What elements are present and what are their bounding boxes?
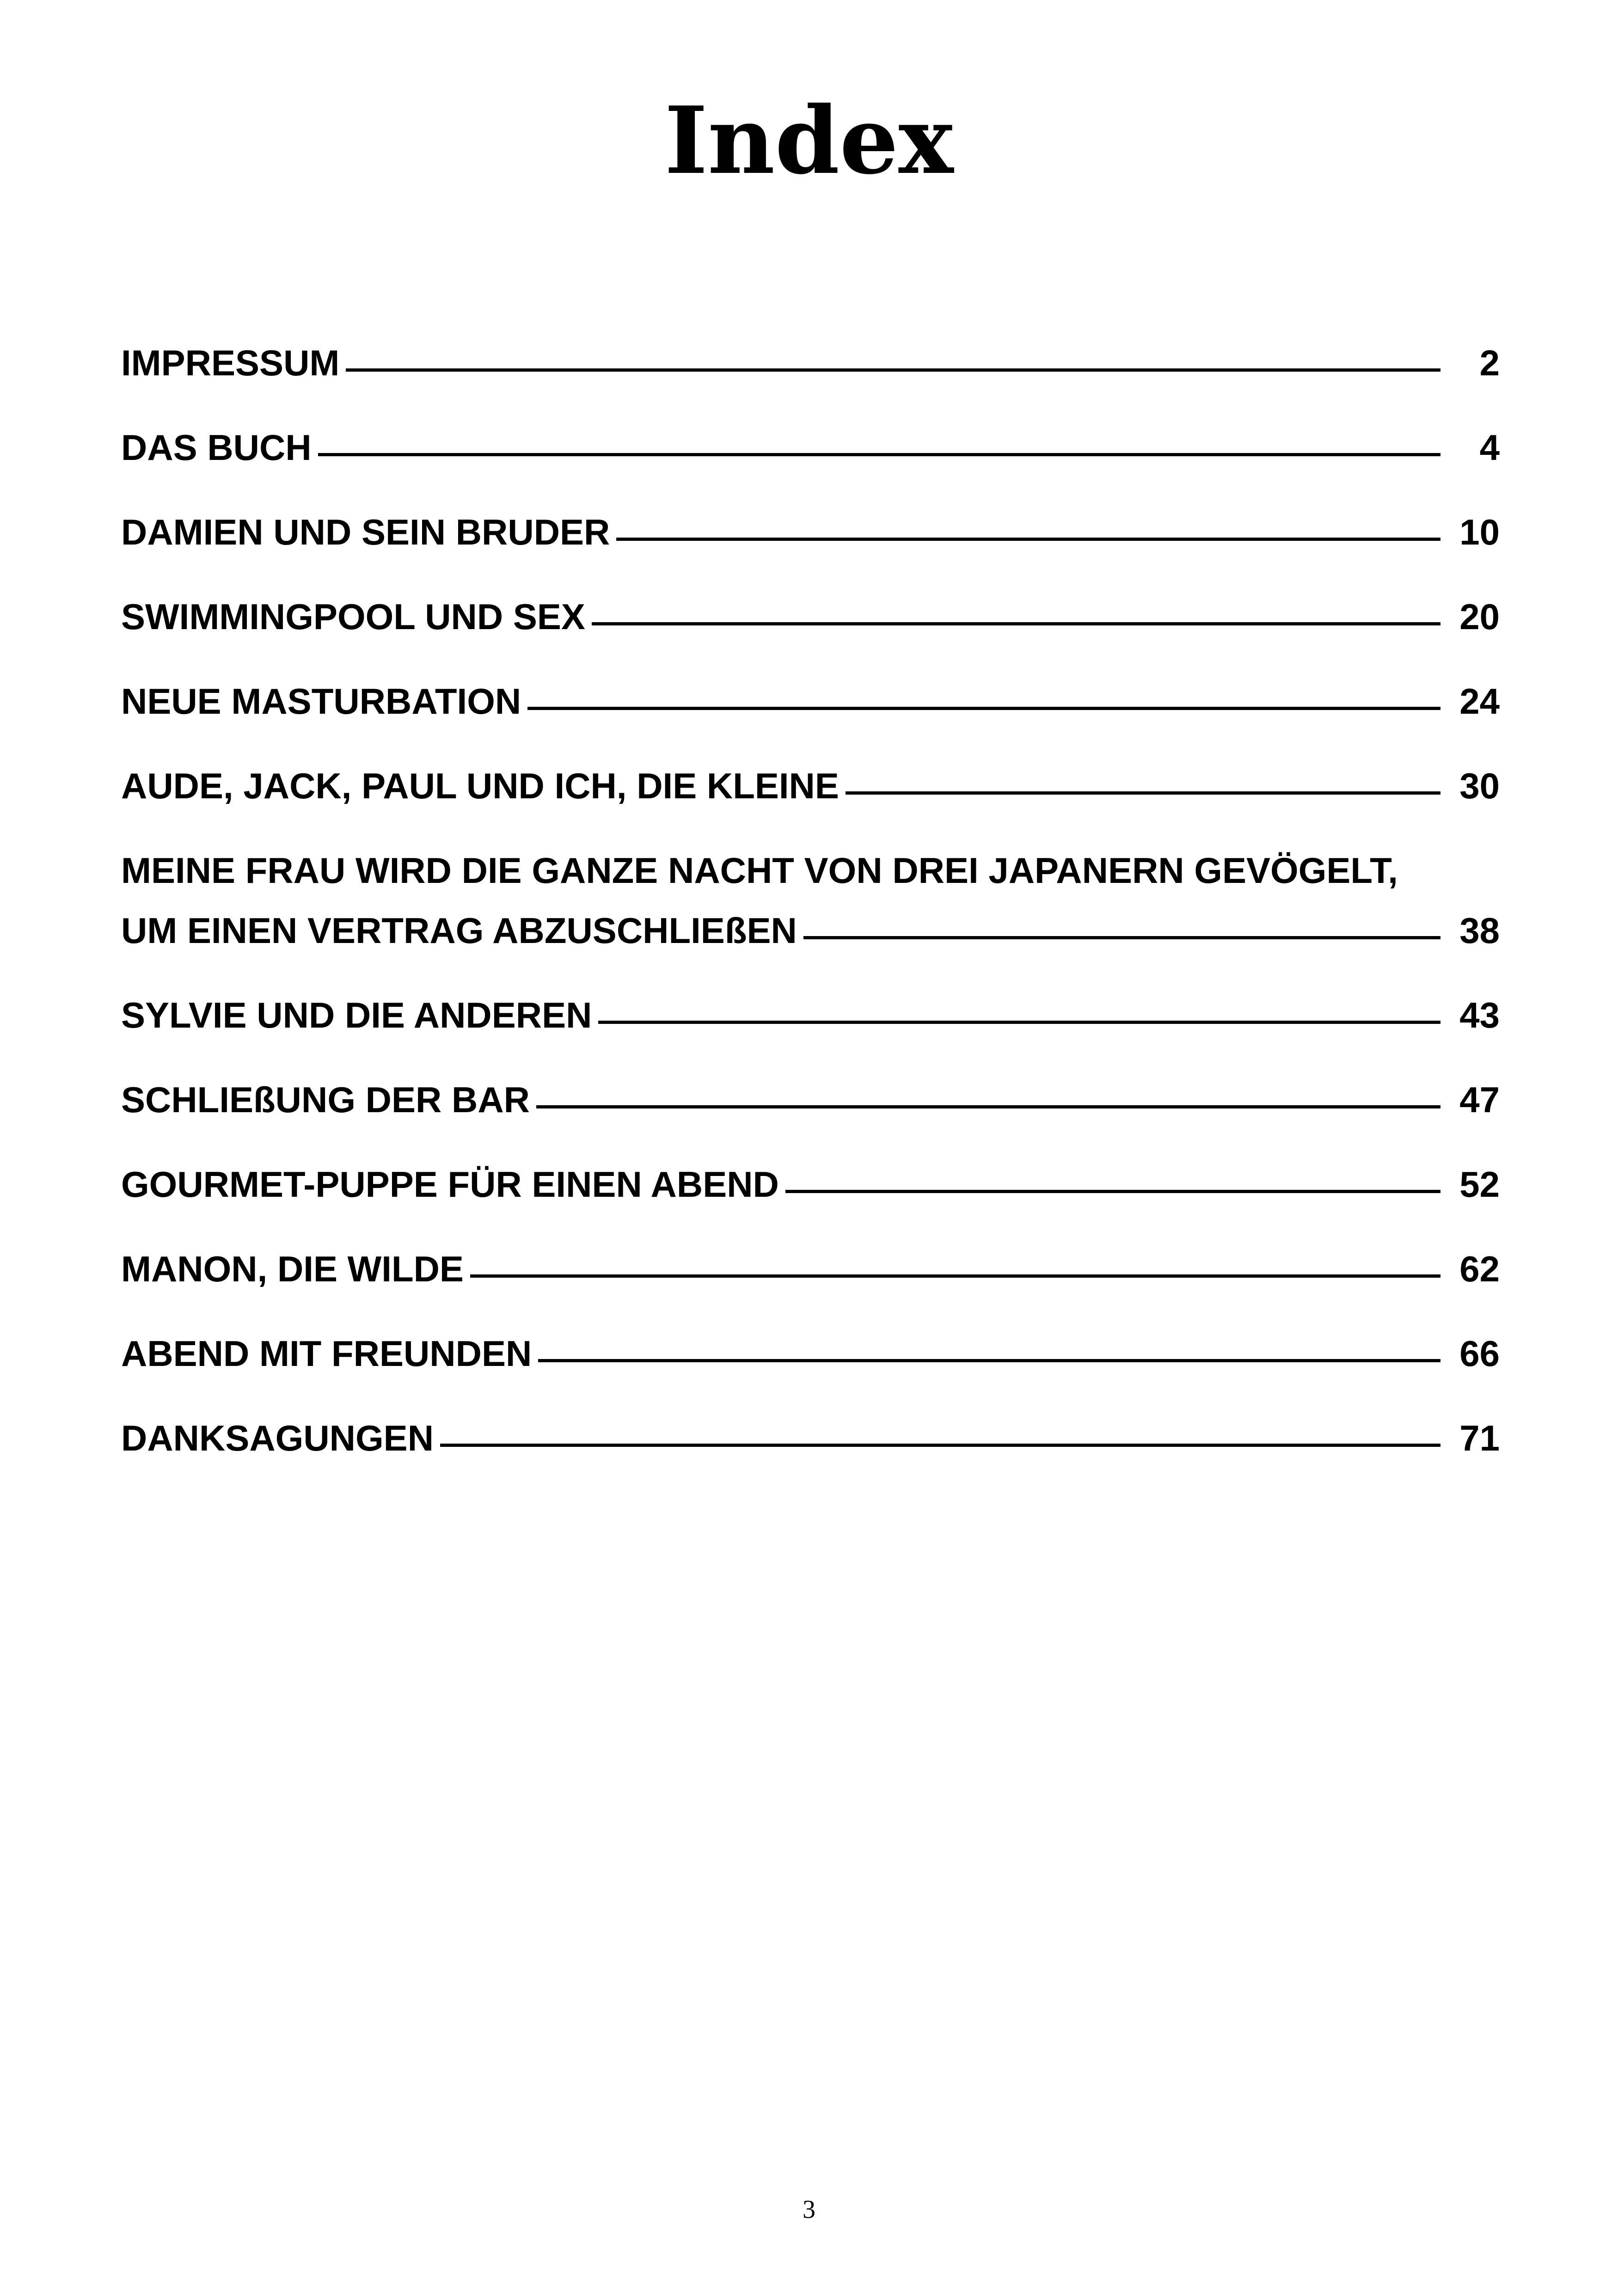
toc-entry-label: AUDE, JACK, PAUL UND ICH, DIE KLEINE — [121, 765, 839, 806]
toc-entry-page: 38 — [1459, 910, 1500, 951]
toc-leader-line — [538, 1359, 1440, 1362]
toc-leader-line — [592, 622, 1440, 625]
toc-entry-page: 43 — [1459, 995, 1500, 1035]
table-of-contents — [121, 333, 1500, 1493]
toc-entry-label-line1: MEINE FRAU WIRD DIE GANZE NACHT VON DREI JAPANERN GEVÖGELT, — [121, 850, 1398, 891]
toc-entry-gourmet-puppe[interactable] — [121, 1154, 1500, 1214]
toc-entry-label: ABEND MIT FREUNDEN — [121, 1333, 532, 1374]
toc-leader-line — [846, 791, 1440, 795]
toc-entry-neue-masturbation[interactable] — [121, 671, 1500, 731]
toc-leader-line — [785, 1190, 1440, 1193]
page-title: Index — [664, 86, 954, 195]
toc-entry-label: GOURMET-PUPPE FÜR EINEN ABEND — [121, 1164, 779, 1205]
toc-entry-label: MANON, DIE WILDE — [121, 1249, 464, 1289]
toc-entry-abend-mit-freunden[interactable] — [121, 1323, 1500, 1384]
toc-entry-label: DANKSAGUNGEN — [121, 1418, 434, 1458]
toc-leader-line — [346, 368, 1440, 372]
toc-entry-page: 4 — [1479, 427, 1500, 468]
toc-entry-page: 20 — [1459, 596, 1500, 637]
toc-entry-page: 10 — [1459, 512, 1500, 552]
toc-entry-page: 30 — [1459, 765, 1500, 806]
toc-entry-label: UM EINEN VERTRAG ABZUSCHLIEßEN — [121, 910, 797, 951]
toc-leader-line — [598, 1021, 1440, 1024]
toc-leader-line — [803, 936, 1440, 939]
toc-entry-danksagungen[interactable] — [121, 1408, 1500, 1468]
toc-entry-sylvie[interactable] — [121, 985, 1500, 1045]
toc-entry-manon[interactable] — [121, 1239, 1500, 1299]
toc-leader-line — [318, 453, 1440, 456]
toc-entry-aude-jack-paul[interactable] — [121, 756, 1500, 816]
toc-leader-line — [536, 1105, 1440, 1108]
toc-entry-label: IMPRESSUM — [121, 343, 340, 383]
toc-leader-line — [440, 1444, 1440, 1447]
toc-entry-meine-frau[interactable] — [121, 840, 1500, 961]
toc-entry-page: 66 — [1459, 1333, 1500, 1374]
toc-leader-line — [470, 1274, 1440, 1278]
toc-entry-page: 52 — [1459, 1164, 1500, 1205]
toc-entry-damien-und-sein-bruder[interactable] — [121, 502, 1500, 562]
toc-entry-label: SCHLIEßUNG DER BAR — [121, 1079, 530, 1120]
toc-entry-das-buch[interactable] — [121, 417, 1500, 478]
toc-entry-impressum[interactable] — [121, 333, 1500, 393]
page-number: 3 — [803, 2195, 815, 2224]
toc-entry-schliessung-der-bar[interactable] — [121, 1070, 1500, 1130]
toc-entry-swimmingpool-und-sex[interactable] — [121, 587, 1500, 647]
toc-entry-page: 47 — [1459, 1079, 1500, 1120]
toc-entry-page: 2 — [1479, 343, 1500, 383]
toc-entry-page: 24 — [1459, 681, 1500, 722]
toc-entry-label: NEUE MASTURBATION — [121, 681, 521, 722]
toc-entry-page: 71 — [1459, 1418, 1500, 1458]
toc-entry-label: SWIMMINGPOOL UND SEX — [121, 596, 585, 637]
toc-entry-label: SYLVIE UND DIE ANDEREN — [121, 995, 592, 1035]
toc-entry-label: DAS BUCH — [121, 427, 312, 468]
toc-leader-line — [616, 538, 1440, 541]
toc-entry-label: DAMIEN UND SEIN BRUDER — [121, 512, 610, 552]
toc-entry-page: 62 — [1459, 1249, 1500, 1289]
toc-leader-line — [527, 707, 1440, 710]
